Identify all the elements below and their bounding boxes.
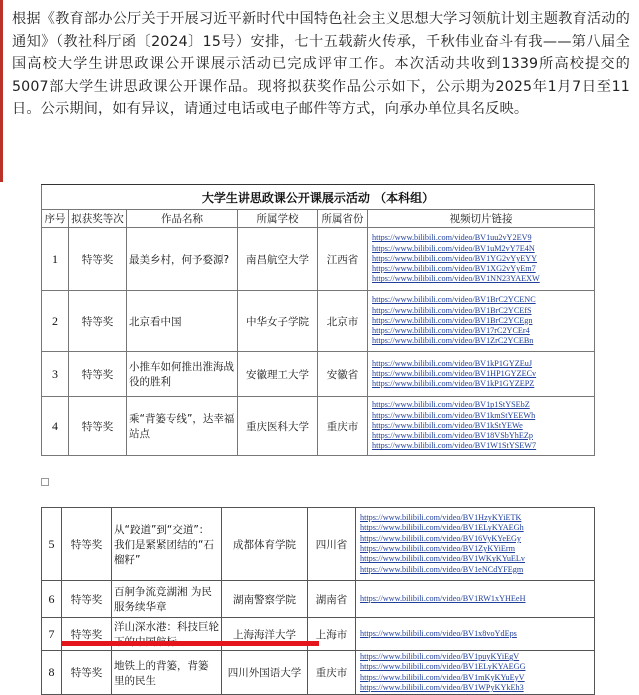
video-links-cell — [356, 581, 595, 618]
video-links-cell — [368, 228, 595, 291]
video-link[interactable]: https://www.bilibili.com/video/BV1kmStYEEWh — [372, 410, 536, 420]
video-links-cell — [356, 618, 595, 651]
work-title: 洋山深水港：科技巨轮 — [112, 618, 222, 651]
video-link[interactable]: https://www.bilibili.com/video/BV1BrC2YCEgn — [372, 315, 533, 325]
page-break-marker — [41, 478, 49, 486]
row-number: 5 — [42, 508, 62, 581]
video-link[interactable]: https://www.bilibili.com/video/BV16VyKYeEGy — [360, 533, 522, 543]
award-level: 特等奖 — [62, 651, 112, 695]
video-link[interactable]: https://www.bilibili.com/video/BV1kP1GYZEPZ — [372, 379, 535, 389]
province-name: 重庆市 — [318, 397, 368, 456]
table-row — [42, 291, 595, 352]
school-name: 中华女子学院 — [238, 291, 318, 352]
video-link[interactable]: https://www.bilibili.com/video/BV17rC2YCEr4 — [372, 326, 530, 336]
school-name: 重庆医科大学 — [238, 397, 318, 456]
row-number: 3 — [42, 352, 69, 397]
award-level: 特等奖 — [62, 508, 112, 581]
province-name: 四川省 — [308, 508, 356, 581]
col-header: 作品名称 — [127, 210, 238, 228]
school-name: 上海海洋大学 — [222, 618, 308, 651]
work-title: 小推车如何推出淮海战役的胜利 — [127, 352, 238, 397]
video-link[interactable]: https://www.bilibili.com/video/BV1BrC2YCEfS — [372, 305, 532, 315]
video-link[interactable]: https://www.bilibili.com/video/BV1kStYEWe — [372, 420, 523, 430]
province-name: 北京市 — [318, 291, 368, 352]
table-row — [42, 397, 595, 456]
video-link[interactable]: https://www.bilibili.com/video/BV1HzyKYiETK — [360, 513, 522, 523]
awards-table-top — [41, 184, 595, 456]
video-links-cell — [356, 651, 595, 695]
award-level: 特等奖 — [62, 618, 112, 651]
video-link[interactable]: https://www.bilibili.com/video/BV1ZyKYiErm — [360, 544, 516, 553]
video-link[interactable]: https://www.bilibili.com/video/BV1uu2vY2EV9 — [372, 233, 532, 243]
quote-accent-bar — [0, 0, 3, 182]
table-row — [42, 581, 595, 618]
table-row — [42, 228, 595, 291]
province-name: 上海市 — [308, 618, 356, 651]
row-number: 8 — [42, 651, 62, 695]
video-link[interactable]: https://www.bilibili.com/video/BV1NN23YAEXW — [372, 274, 540, 284]
school-name: 湖南警察学院 — [222, 581, 308, 618]
video-links-cell — [368, 352, 595, 397]
video-link[interactable]: https://www.bilibili.com/video/BV18VSbYhEZp — [372, 431, 533, 441]
video-links-cell — [356, 508, 595, 581]
work-title: 地铁上的背篓，背篓 里的民生 — [112, 651, 222, 695]
announcement-paragraph: 根据《教育部办公厅关于开展习近平新时代中国特色社会主义思想大学习领航计划主题教育活动的通知》（教社科厅函〔2024〕15号）安排，七十五载薪火传承，千秋伟业奋斗有我——第八届全国高校大学生讲思政课公开课展示活动已完成评审工作。本次活动共收到1339所高校提交的5007部大学生讲思政课公开课作品。现将拟获奖作品公示如下，公示期为2025年1月7日至11日。公示期间，如有异议，请通过电话或电子邮件等方式，向承办单位具名反映。 — [12, 11, 630, 118]
col-header: 所属省份 — [318, 210, 368, 228]
video-link[interactable]: https://www.bilibili.com/video/BV1WPyKYkEh3 — [360, 682, 524, 692]
video-link[interactable]: https://www.bilibili.com/video/BV1ELyKYAEGh — [360, 523, 524, 533]
school-name: 成都体育学院 — [222, 508, 308, 581]
video-link[interactable]: https://www.bilibili.com/video/BV1RW1xYHEeH — [360, 593, 526, 603]
school-name: 安徽理工大学 — [238, 352, 318, 397]
work-title: 从“跤道”到“交道”：我们是紧紧团结的“石榴籽” — [112, 508, 222, 581]
video-link[interactable]: https://www.bilibili.com/video/BV1ZrC2YCEBn — [372, 336, 534, 346]
province-name: 湖南省 — [308, 581, 356, 618]
col-header: 所属学校 — [238, 210, 318, 228]
award-level: 特等奖 — [62, 581, 112, 618]
row-number: 2 — [42, 291, 69, 352]
video-link[interactable]: https://www.bilibili.com/video/BV1p1StYSEbZ — [372, 400, 530, 410]
video-link[interactable]: https://www.bilibili.com/video/BV1W1StYSEW7 — [372, 441, 537, 451]
award-level: 特等奖 — [69, 352, 127, 397]
col-header: 拟获奖等次 — [69, 210, 127, 228]
work-title: 最美乡村，何予婺源? — [127, 228, 238, 291]
video-link[interactable]: https://www.bilibili.com/video/BV1ELyKYAEGG — [360, 662, 526, 672]
school-name: 南昌航空大学 — [238, 228, 318, 291]
video-link[interactable]: https://www.bilibili.com/video/BV1puyKYiEgV — [360, 652, 520, 661]
video-link[interactable]: https://www.bilibili.com/video/BV1WKyKYuELv — [360, 554, 526, 564]
row-number: 6 — [42, 581, 62, 618]
award-level: 特等奖 — [69, 228, 127, 291]
award-level: 特等奖 — [69, 291, 127, 352]
row-number: 1 — [42, 228, 69, 291]
video-link[interactable]: https://www.bilibili.com/video/BV1mKyKYuEyV — [360, 672, 525, 682]
video-link[interactable]: https://www.bilibili.com/video/BV1BrC2YCENC — [372, 295, 536, 305]
video-link[interactable]: https://www.bilibili.com/video/BV1eNCdYFEgm — [360, 564, 524, 574]
video-links-cell — [368, 291, 595, 352]
awards-table-bottom — [41, 507, 595, 695]
video-links-cell — [368, 397, 595, 456]
video-link[interactable]: https://www.bilibili.com/video/BV1YG2vYyEYY — [372, 253, 538, 263]
province-name: 重庆市 — [308, 651, 356, 695]
province-name: 江西省 — [318, 228, 368, 291]
row-number: 7 — [42, 618, 62, 651]
row-number: 4 — [42, 397, 69, 456]
table-row — [42, 508, 595, 581]
video-link[interactable]: https://www.bilibili.com/video/BV1kP1GYZEuJ — [372, 358, 533, 368]
work-title: 北京看中国 — [127, 291, 238, 352]
video-link[interactable]: https://www.bilibili.com/video/BV1HP1GYZECv — [372, 368, 537, 378]
col-header: 序号 — [42, 210, 69, 228]
award-level: 特等奖 — [69, 397, 127, 456]
table-row — [42, 651, 595, 695]
col-header: 视频切片链接 — [368, 210, 595, 228]
highlight-underline — [62, 641, 319, 646]
province-name: 安徽省 — [318, 352, 368, 397]
table-title: 大学生讲思政课公开课展示活动 （本科组） — [42, 185, 595, 210]
work-title: 百舸争流竞湖湘 为民 服务续华章 — [112, 581, 222, 618]
video-link[interactable]: https://www.bilibili.com/video/BV1x8voYdEps — [360, 628, 517, 638]
school-name: 四川外国语大学 — [222, 651, 308, 695]
table-row — [42, 352, 595, 397]
video-link[interactable]: https://www.bilibili.com/video/BV1uM2vY7E4N — [372, 243, 535, 253]
video-link[interactable]: https://www.bilibili.com/video/BV1XG2vYyEm7 — [372, 264, 536, 274]
work-title: 乘“背篓专线”，达幸福 站点 — [127, 397, 238, 456]
